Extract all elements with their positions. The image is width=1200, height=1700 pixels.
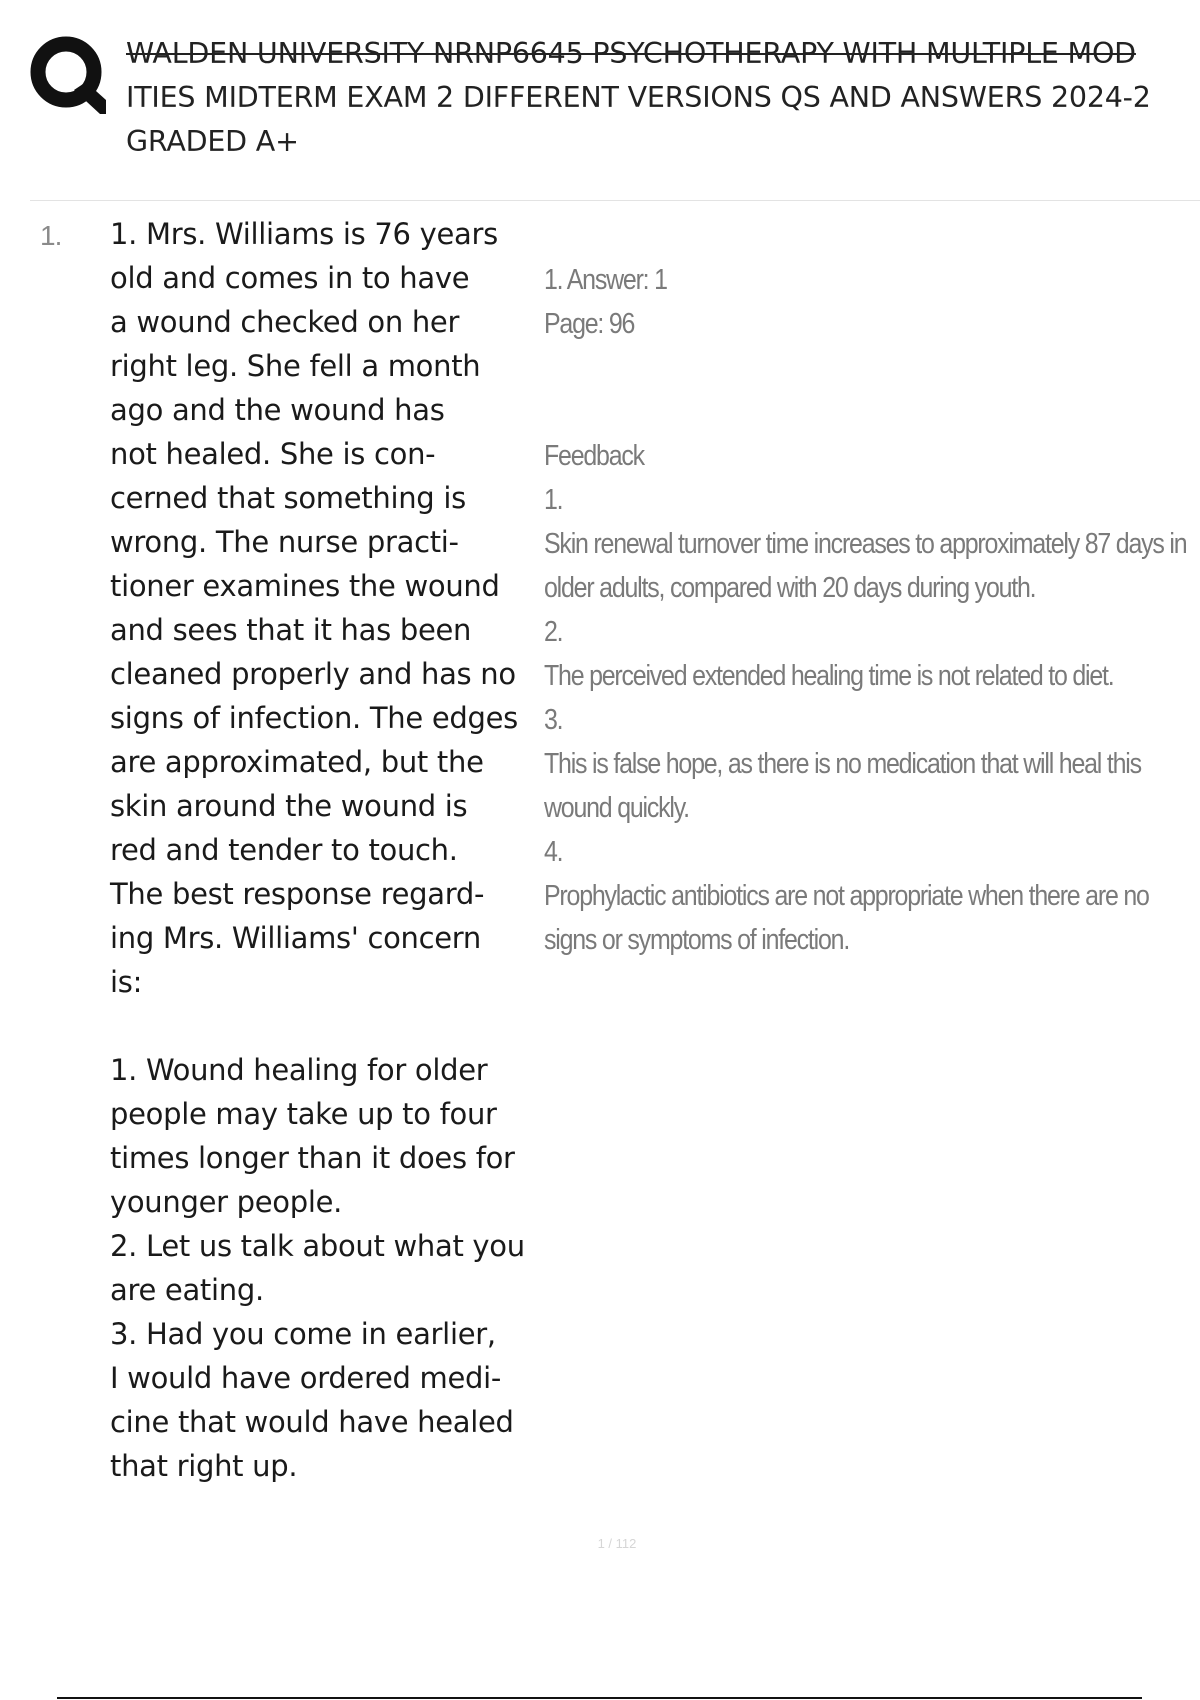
page-indicator: 1 / 112 (597, 1536, 637, 1551)
footer-rule (57, 1697, 1142, 1699)
title-line-2: ITIES MIDTERM EXAM 2 DIFFERENT VERSIONS QS AND ANSWERS 2024-2 (126, 81, 1151, 114)
title-line-1: WALDEN UNIVERSITY NRNP6645 PSYCHOTHERAPY WITH MULTIPLE MOD (126, 37, 1136, 70)
answer-text: 1. Answer: 1 Page: 96 Feedback 1. Skin renewal turnover time increases to approximately 87 days in older adults, compared with 20 days during youth. 2. The perceived extended healing time is not related to diet. 3. This is false hope, as there is no medication that will heal this wound quickly. 4. Prophylactic antibiotics are not appropriate when there are no signs or symptoms of infection. (544, 264, 1187, 956)
title-line-3: GRADED A+ (126, 125, 299, 158)
header-divider (30, 200, 1200, 201)
card-number: 1. (40, 220, 62, 251)
document-title (126, 32, 1200, 164)
letter-q-logo-icon (30, 34, 106, 116)
question-text: 1. Mrs. Williams is 76 years old and comes in to have a wound checked on her right leg. She fell a month ago and the wound has not healed. She is con- cerned that something is wrong. The nurse practi- tioner examines the wound and sees that it has been cleaned properly and has no signs of infection. The edges are approximated, but the skin around the wound is red and tender to touch. The best response regard- ing Mrs. Williams' concern is: 1. Wound healing for older people may take up to four times longer than it does for younger people. 2. Let us talk about what you are eating. 3. Had you come in earlier, I would have ordered medi- cine that would have healed that right up. (110, 217, 525, 1483)
answer-panel (544, 214, 1187, 1006)
